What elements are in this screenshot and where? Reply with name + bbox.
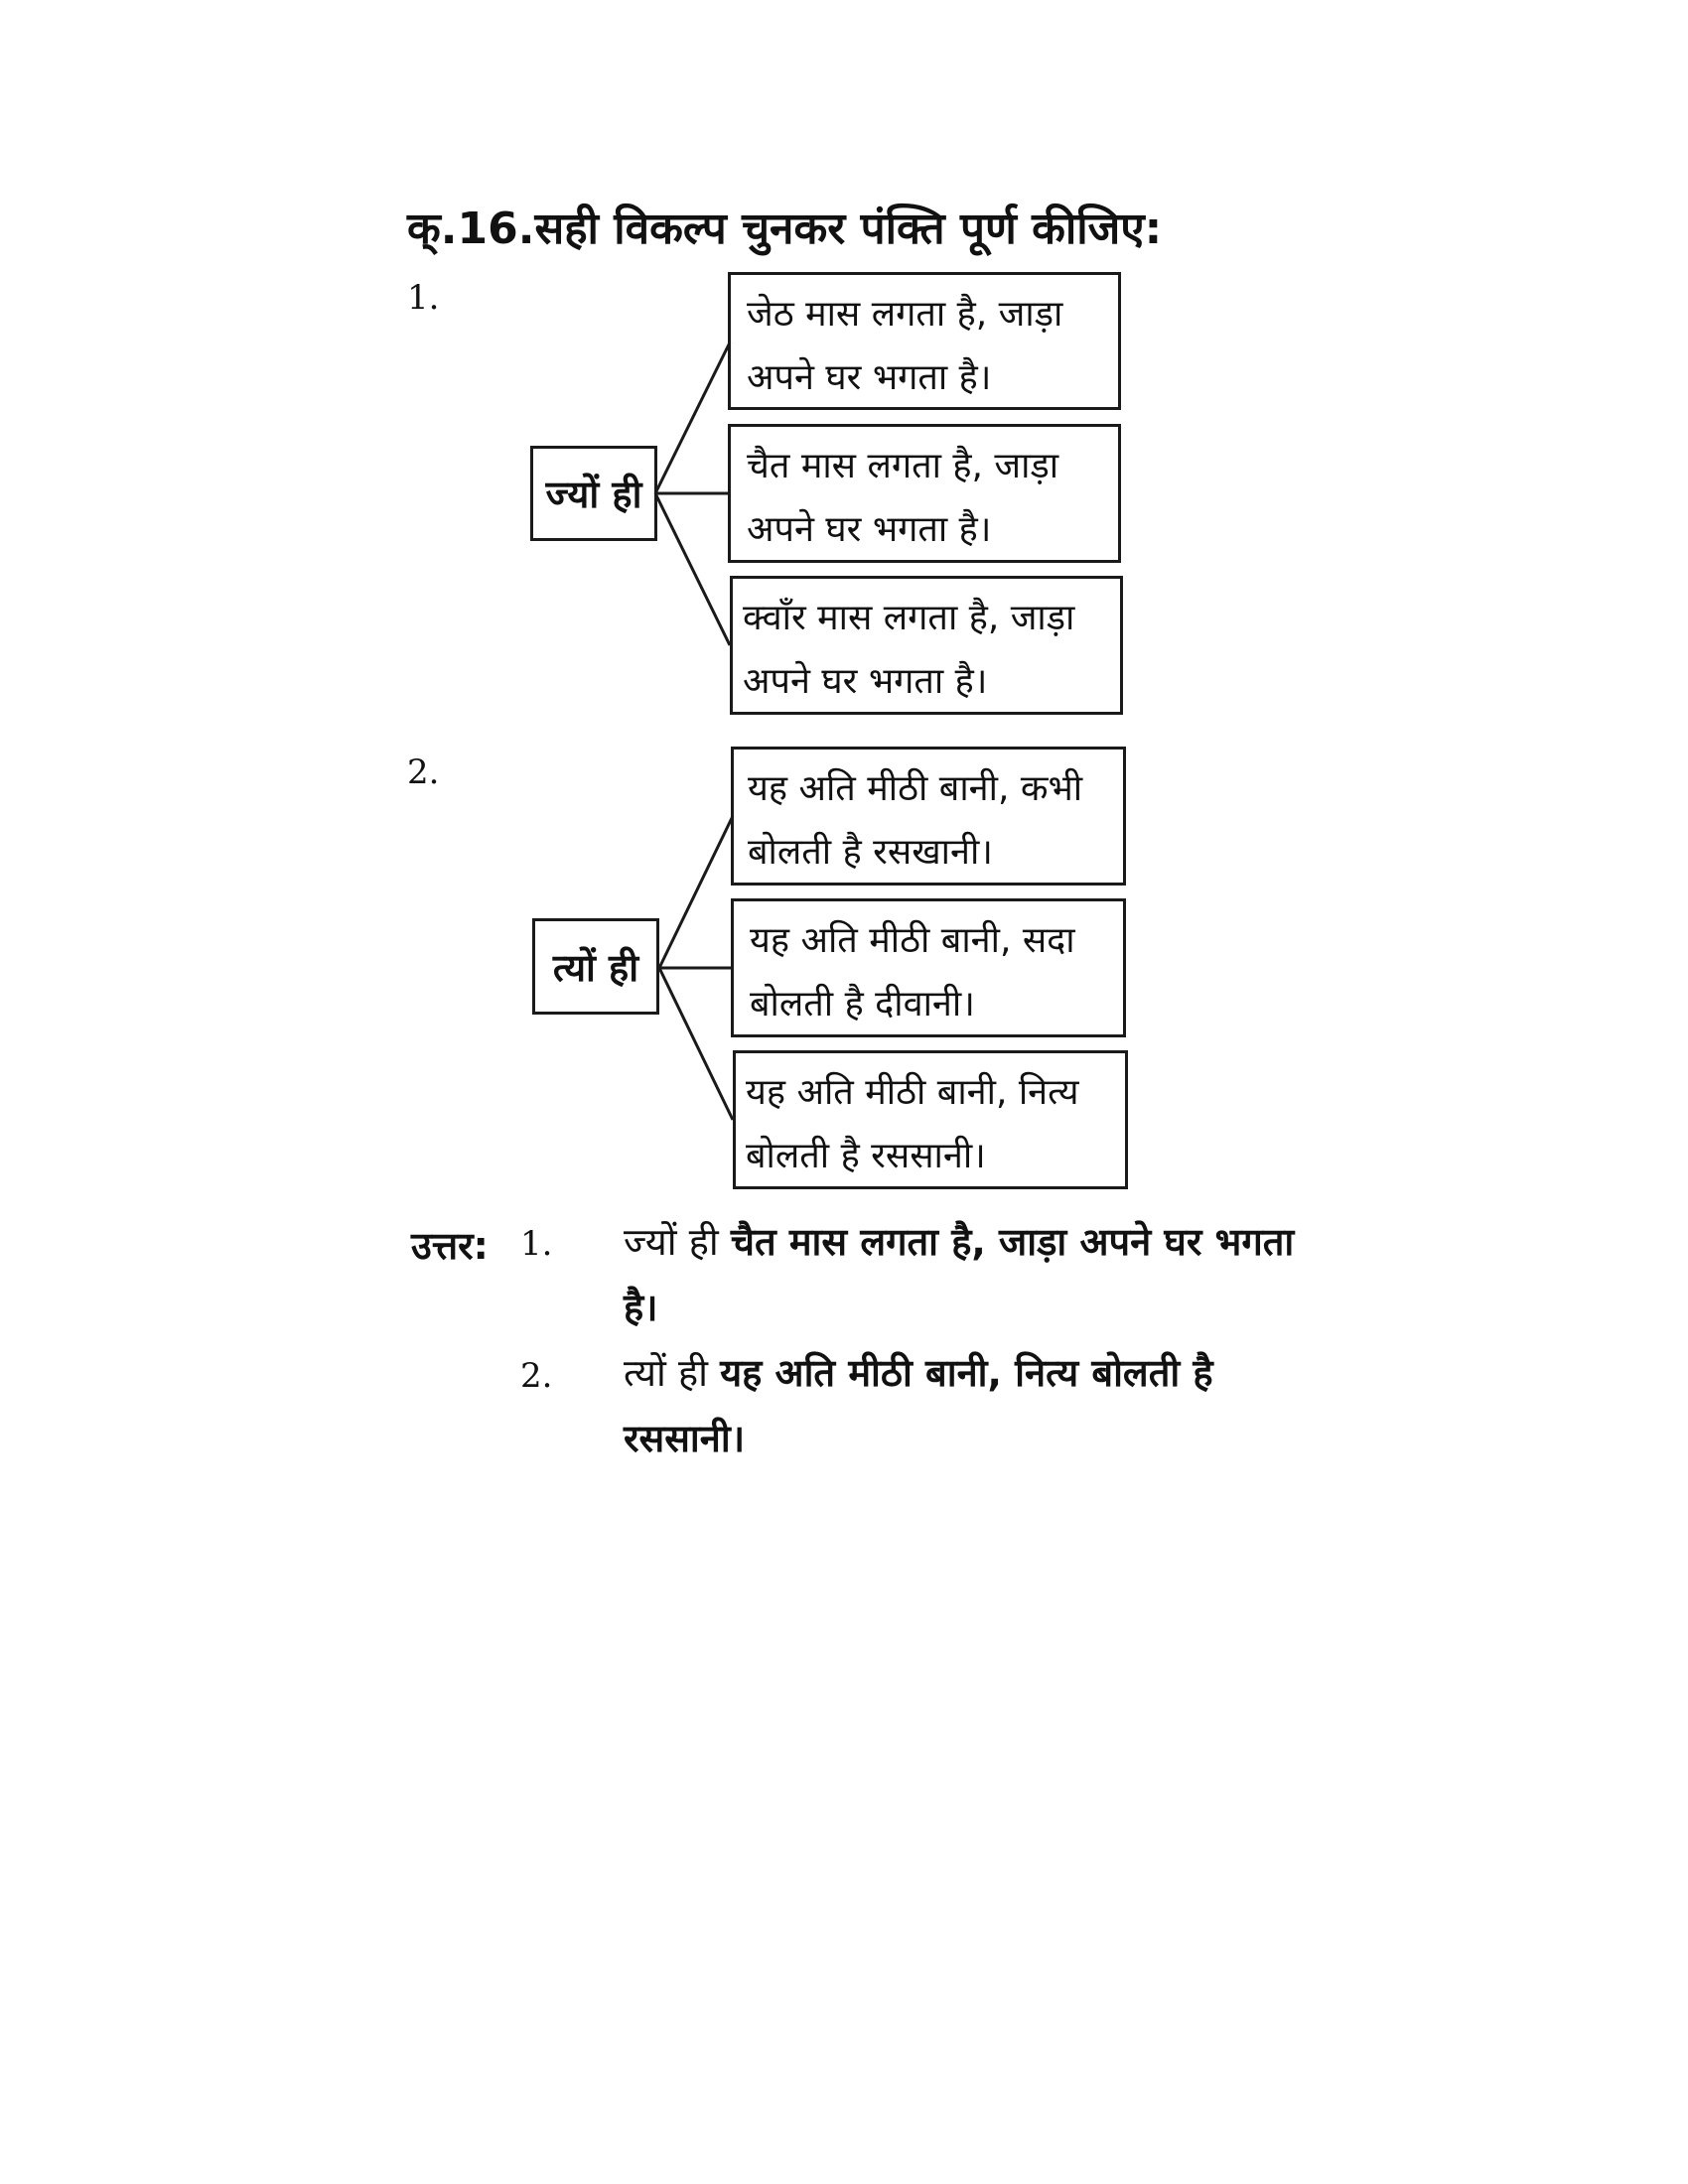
option-line: यह अति मीठी बानी, नित्य — [746, 1072, 1079, 1113]
option-box — [731, 898, 1126, 1037]
option-line: जेठ मास लगता है, जाड़ा — [747, 294, 1063, 335]
connector-line — [659, 816, 733, 968]
connector-line — [655, 493, 730, 645]
option-line: अपने घर भगता है। — [747, 509, 992, 550]
option-line: बोलती है रसखानी। — [748, 832, 993, 873]
option-line: बोलती है रससानी। — [746, 1136, 986, 1176]
stem-box — [530, 446, 657, 541]
stem-label: त्यों ही — [552, 945, 639, 990]
option-box — [733, 1050, 1128, 1189]
option-box — [728, 272, 1121, 410]
connector-line — [655, 342, 730, 493]
option-box — [731, 747, 1126, 886]
item-number: 1. — [407, 278, 440, 318]
stem-box — [532, 918, 659, 1015]
option-line: यह अति मीठी बानी, सदा — [750, 920, 1075, 961]
option-line: अपने घर भगता है। — [743, 661, 988, 702]
option-line: बोलती है दीवानी। — [750, 984, 975, 1024]
option-box — [730, 576, 1123, 715]
option-line: क्वाँर मास लगता है, जाड़ा — [743, 598, 1075, 638]
question-title: क्.16.सही विकल्प चुनकर पंक्ति पूर्ण कीजिए: — [407, 204, 1163, 254]
option-box — [728, 424, 1121, 563]
answer-label: उत्तर: — [411, 1224, 489, 1268]
answer-lead: त्यों ही — [624, 1351, 709, 1395]
answer-text — [624, 1340, 1299, 1471]
stem-label: ज्यों ही — [545, 473, 642, 516]
answer-number: 1. — [520, 1224, 553, 1264]
answer-text — [624, 1209, 1299, 1340]
connector-line — [659, 968, 733, 1120]
answer-rest: चैत मास लगता है, जाड़ा अपने घर भगता है। — [624, 1220, 1295, 1329]
option-line: चैत मास लगता है, जाड़ा — [747, 446, 1059, 486]
option-line: यह अति मीठी बानी, कभी — [748, 768, 1083, 809]
answer-lead: ज्यों ही — [624, 1220, 719, 1264]
answer-number: 2. — [520, 1356, 553, 1396]
answer-rest: यह अति मीठी बानी, नित्य बोलती है रससानी। — [624, 1351, 1213, 1460]
item-number: 2. — [407, 752, 440, 792]
option-line: अपने घर भगता है। — [747, 357, 992, 398]
